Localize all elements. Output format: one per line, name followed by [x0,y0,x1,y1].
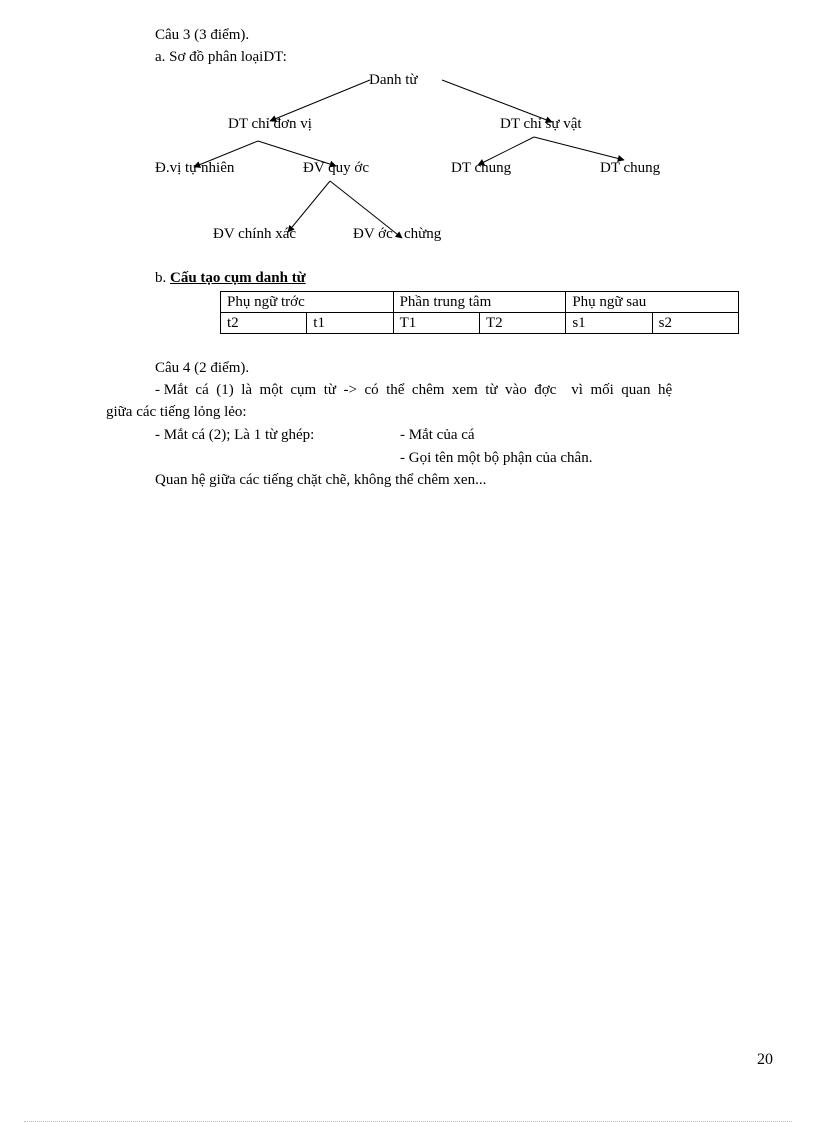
cau4-line-4: - Gọi tên một bộ phận của chân. [400,450,593,466]
noun-phrase-table [220,291,739,334]
part-b-title: Cấu tạo cụm danh từ [170,270,306,286]
tree-node-root: Danh từ [369,72,418,88]
tree-node-dt-chung-2: DT chung [600,160,661,176]
tree-node-dt-chi-su-vat: DT chỉ sự vật [500,116,582,132]
tree-node-dv-quy-uoc: ĐV quy ớc [303,160,369,176]
table-cell: t1 [307,313,393,334]
tree-node-dv-uoc-chung: ĐV ớc chừng [353,226,442,242]
tree-node-dt-chi-don-vi: DT chỉ đơn vị [228,116,312,132]
edge-sub-left [288,181,330,232]
page-number: 20 [757,1051,773,1068]
table-row [221,313,739,334]
cau4-title: Câu 4 (2 điểm). [155,360,250,376]
cau3-part-a: a. Sơ đồ phân loạiDT: [155,49,287,65]
table-cell: t2 [221,313,307,334]
cau4-line-3-left: - Mắt cá (2); Là 1 từ ghép: [155,427,315,443]
classification-tree-lines [0,0,816,260]
cau3-title: Câu 3 (3 điểm). [155,27,250,43]
tree-node-dt-chung-1: DT chung [451,160,512,176]
cau4-line-2: giữa các tiếng lỏng lẻo: [106,404,247,420]
tree-node-dv-tu-nhien: Đ.vị tự nhiên [155,160,235,176]
page-bottom-divider [24,1121,792,1122]
cau4-line-5: Quan hệ giữa các tiếng chặt chẽ, không thể chêm xen... [155,472,487,488]
table-header-cell: Phụ ngữ trớc [221,292,394,313]
tree-node-dv-chinh-xac: ĐV chính xác [213,226,297,242]
table-cell: s1 [566,313,652,334]
table-header-row [221,292,739,313]
table-header-cell: Phần trung tâm [393,292,566,313]
part-b-prefix: b. [155,270,167,286]
cau4-line-1: - Mắt cá (1) là một cụm từ -> có thể chêm xem từ vào đợc vì mối quan hệ [155,382,673,398]
edge-right-right [534,137,624,160]
cau3-part-b [155,270,306,287]
table-cell: s2 [652,313,738,334]
table-cell: T2 [479,313,565,334]
cau4-line-3-right: - Mắt của cá [400,427,475,443]
edge-root-left [270,80,370,121]
table-cell: T1 [393,313,479,334]
table-header-cell: Phụ ngữ sau [566,292,739,313]
